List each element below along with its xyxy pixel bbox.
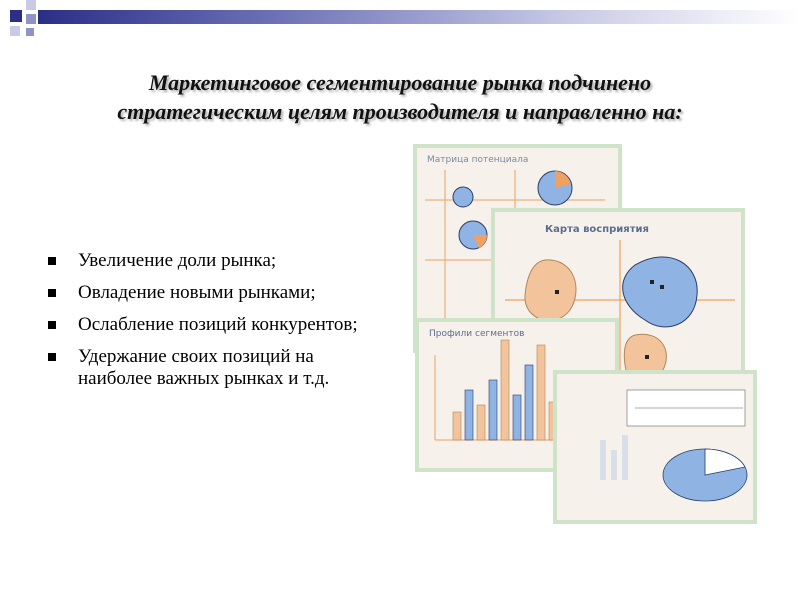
collage-svg [405, 140, 775, 580]
square-bullet-icon [48, 289, 56, 297]
perception-map-title: Карта восприятия [545, 224, 649, 235]
bullet-text: Удержание своих позиций на наиболее важных рынках и т.д. [78, 346, 330, 389]
bullet-item [46, 250, 391, 272]
decor-square [26, 14, 36, 24]
bullet-text: Овладение новыми рынками; [78, 282, 316, 303]
bullet-text: Увеличение доли рынка; [78, 250, 277, 271]
bullet-text: Ослабление позиций конкурентов; [78, 314, 358, 335]
segment-profiles-title: Профили сегментов [429, 329, 525, 339]
bullet-item [46, 314, 391, 336]
segmentation-collage-illustration [405, 140, 775, 580]
decor-square [10, 26, 20, 36]
square-bullet-icon [48, 257, 56, 265]
square-bullet-icon [48, 353, 56, 361]
title-gradient-bar [38, 10, 800, 24]
decor-square [26, 0, 36, 10]
square-bullet-icon [48, 321, 56, 329]
formula-pie-panel [555, 372, 755, 522]
bullet-item [46, 346, 391, 390]
slide-title-line: Маркетинговое сегментирование рынка подчинено [148, 70, 652, 95]
decor-square [26, 28, 34, 36]
slide-title [20, 68, 780, 126]
slide-title-line: стратегическим целям производителя и направленно на: [117, 99, 683, 124]
bullet-item [46, 282, 391, 304]
matrix-panel-title: Матрица потенциала [427, 155, 529, 165]
bullet-list [46, 250, 391, 400]
title-decoration [0, 0, 800, 40]
decor-square [10, 10, 22, 22]
